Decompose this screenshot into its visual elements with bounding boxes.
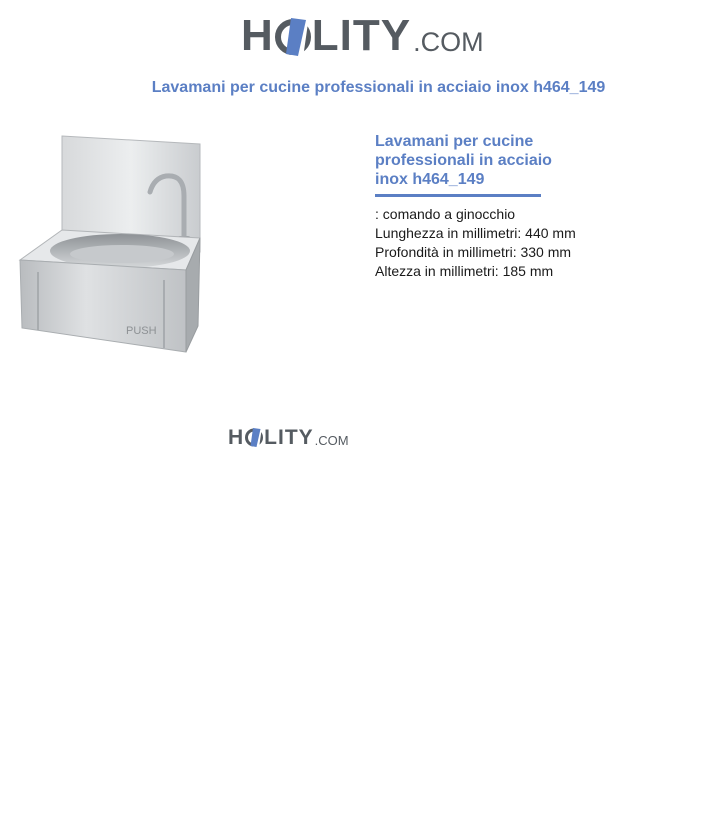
spec-list: [375, 205, 576, 281]
push-label: PUSH: [126, 325, 157, 337]
logo-domain: .COM: [314, 433, 349, 448]
logo-domain: .COM: [413, 27, 484, 57]
logo-text-right: LITY: [311, 11, 412, 60]
product-image: [14, 130, 214, 358]
logo-o-icon: [245, 426, 263, 448]
brand-logo[interactable]: [241, 11, 484, 60]
spec-item: Profondità in millimetri: 330 mm: [375, 244, 572, 260]
spec-item: Altezza in millimetri: 185 mm: [375, 263, 554, 279]
logo-o-icon: [275, 14, 311, 58]
logo-text-left: H: [228, 426, 245, 449]
spec-item: Lunghezza in millimetri: 440 mm: [375, 225, 576, 241]
spec-item: : comando a ginocchio: [375, 206, 516, 222]
logo-text-left: H: [241, 11, 274, 60]
title-divider: [375, 194, 541, 197]
brand-logo-small[interactable]: [228, 426, 349, 448]
logo-text-right: LITY: [264, 426, 314, 449]
product-title: Lavamani per cucine professionali in acciaio inox h464_149: [375, 133, 552, 188]
page-title: Lavamani per cucine professionali in acciaio inox h464_149: [151, 79, 606, 96]
